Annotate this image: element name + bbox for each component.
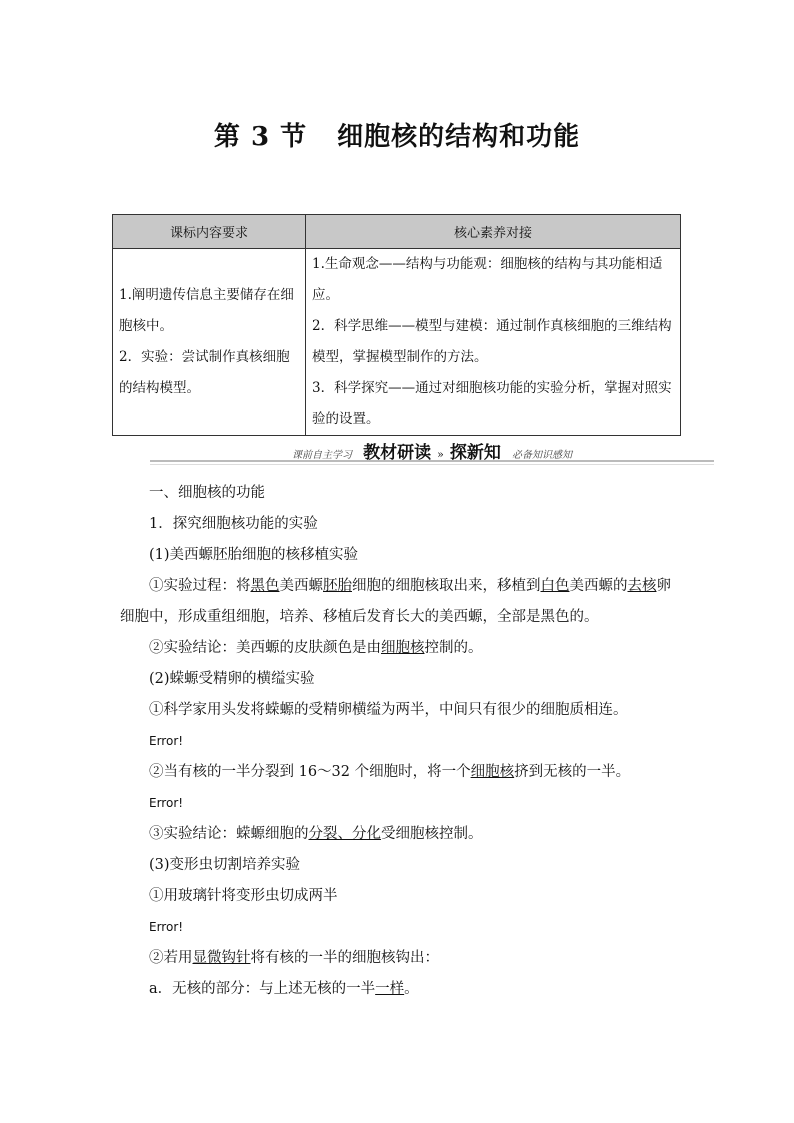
curriculum-requirements-cell bbox=[113, 249, 306, 436]
requirements-table bbox=[112, 214, 681, 436]
heading-1: 一、细胞核的功能 bbox=[149, 485, 265, 501]
competency-item: 2．科学思维——模型与建模：通过制作真核细胞的三维结构模型，掌握模型制作的方法。 bbox=[312, 318, 672, 365]
error-text: Error! bbox=[149, 796, 184, 810]
banner-main-2: 探新知 bbox=[449, 443, 501, 463]
heading-3: (2)蝾螈受精卵的横缢实验 bbox=[149, 671, 315, 687]
paragraph: ①用玻璃针将变形虫切成两半 bbox=[149, 888, 338, 904]
paragraph: ②当有核的一半分裂到 16～32 个细胞时，将一个细胞核挤到无核的一半。 bbox=[149, 764, 631, 780]
error-text: Error! bbox=[149, 734, 184, 748]
paragraph: ①科学家用头发将蝾螈的受精卵横缢为两半，中间只有很少的细胞质相连。 bbox=[149, 702, 628, 718]
requirement-item: 1.阐明遗传信息主要储存在细胞核中。 bbox=[119, 287, 294, 334]
chevron-right-icon: » bbox=[437, 448, 444, 461]
paragraph: a．无核的部分：与上述无核的一半一样。 bbox=[149, 981, 419, 997]
section-number: 第 3 节 bbox=[213, 122, 308, 152]
paragraph: ①实验过程：将黑色美西螈胚胎细胞的细胞核取出来，移植到白色美西螈的去核卵细胞中，形成重组细胞，培养、移植后发育长大的美西螈，全部是黑色的。 bbox=[120, 578, 671, 625]
core-competency-cell bbox=[306, 249, 681, 436]
competency-item: 1.生命观念——结构与功能观：细胞核的结构与其功能相适应。 bbox=[312, 256, 663, 303]
paragraph: ③实验结论：蝾螈细胞的分裂、分化受细胞核控制。 bbox=[149, 826, 483, 842]
banner-main-1: 教材研读 bbox=[363, 443, 432, 463]
banner-right-label: 必备知识感知 bbox=[511, 450, 572, 461]
paragraph: ②若用显微钩针将有核的一半的细胞核钩出： bbox=[149, 950, 439, 966]
heading-3: (1)美西螈胚胎细胞的核移植实验 bbox=[149, 547, 359, 563]
main-content bbox=[120, 478, 680, 1005]
heading-2: 1．探究细胞核功能的实验 bbox=[149, 516, 318, 532]
table-header-right: 核心素养对接 bbox=[306, 215, 681, 249]
error-text: Error! bbox=[149, 920, 184, 934]
section-banner bbox=[150, 438, 714, 466]
page-title bbox=[0, 116, 794, 153]
table-header-left: 课标内容要求 bbox=[113, 215, 306, 249]
heading-3: (3)变形虫切割培养实验 bbox=[149, 857, 301, 873]
paragraph: ②实验结论：美西螈的皮肤颜色是由细胞核控制的。 bbox=[149, 640, 483, 656]
requirement-item: 2．实验：尝试制作真核细胞的结构模型。 bbox=[119, 349, 290, 396]
banner-divider-thin bbox=[150, 464, 714, 465]
banner-left-label: 课前自主学习 bbox=[292, 450, 353, 461]
competency-item: 3．科学探究——通过对细胞核功能的实验分析，掌握对照实验的设置。 bbox=[312, 380, 672, 427]
section-title: 细胞核的结构和功能 bbox=[337, 122, 581, 152]
